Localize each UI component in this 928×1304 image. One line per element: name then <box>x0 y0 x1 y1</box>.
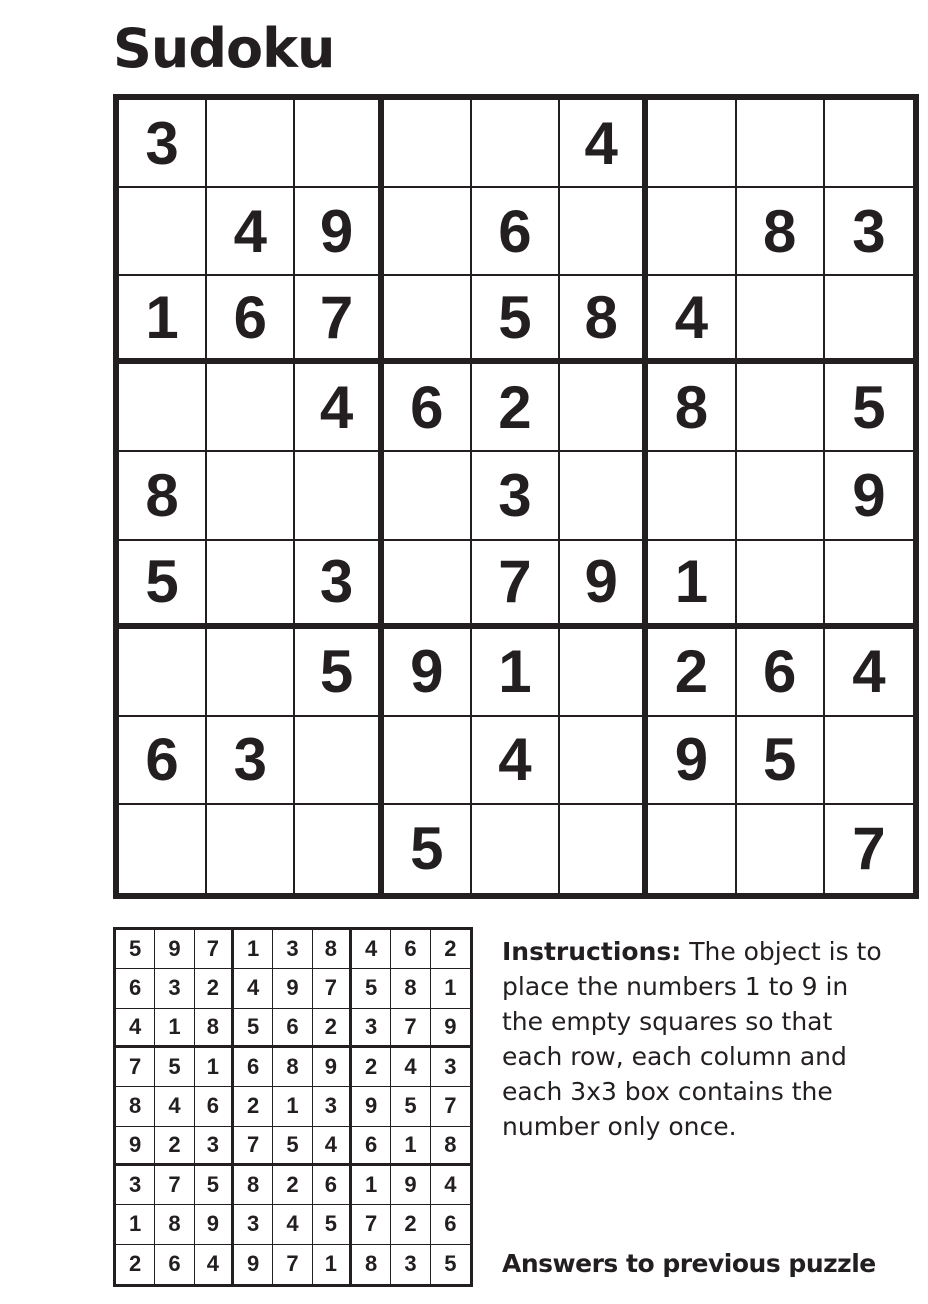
instructions-text <box>502 934 892 1144</box>
puzzle-cell[interactable] <box>295 100 383 188</box>
puzzle-cell[interactable] <box>472 805 560 893</box>
puzzle-cell: 7 <box>852 815 886 883</box>
answer-cell: 7 <box>391 1009 430 1048</box>
instructions-label: Instructions: <box>502 937 682 966</box>
answer-cell: 1 <box>195 1048 234 1087</box>
puzzle-cell[interactable] <box>384 717 472 805</box>
answer-cell: 8 <box>195 1009 234 1048</box>
previous-answers-grid <box>113 927 473 1287</box>
puzzle-cell[interactable] <box>825 276 913 364</box>
answer-cell: 6 <box>352 1127 391 1166</box>
puzzle-cell: 5 <box>472 276 560 364</box>
answer-cell: 3 <box>195 1127 234 1166</box>
puzzle-cell: 6 <box>737 629 825 717</box>
answer-cell: 8 <box>116 1087 155 1126</box>
puzzle-cell: 3 <box>207 717 295 805</box>
puzzle-cell[interactable] <box>560 452 648 540</box>
puzzle-cell: 7 <box>472 541 560 629</box>
puzzle-cell: 2 <box>472 364 560 452</box>
answer-cell: 3 <box>234 1205 273 1244</box>
puzzle-cell: 9 <box>384 629 472 717</box>
answer-cell: 4 <box>431 1166 470 1205</box>
answer-cell: 9 <box>431 1009 470 1048</box>
answer-cell: 4 <box>155 1087 194 1126</box>
puzzle-cell: 6 <box>384 364 472 452</box>
answer-cell: 2 <box>234 1087 273 1126</box>
puzzle-cell: 2 <box>648 629 736 717</box>
answer-cell: 1 <box>352 1166 391 1205</box>
puzzle-cell[interactable] <box>648 100 736 188</box>
answer-cell: 5 <box>313 1205 352 1244</box>
puzzle-cell: 5 <box>384 805 472 893</box>
answer-cell: 2 <box>352 1048 391 1087</box>
answer-cell: 7 <box>234 1127 273 1166</box>
puzzle-cell: 5 <box>825 364 913 452</box>
answer-cell: 9 <box>391 1166 430 1205</box>
puzzle-cell: 5 <box>737 717 825 805</box>
answer-cell: 8 <box>155 1205 194 1244</box>
answer-cell: 5 <box>234 1009 273 1048</box>
answer-cell: 8 <box>273 1048 312 1087</box>
puzzle-cell: 9 <box>560 541 648 629</box>
puzzle-cell[interactable] <box>207 805 295 893</box>
puzzle-cell: 1 <box>472 629 560 717</box>
puzzle-cell: 3 <box>295 541 383 629</box>
puzzle-cell: 3 <box>825 188 913 276</box>
answer-cell: 4 <box>352 930 391 969</box>
answer-cell: 2 <box>195 969 234 1008</box>
puzzle-cell[interactable] <box>737 276 825 364</box>
answer-cell: 5 <box>116 930 155 969</box>
answer-cell: 6 <box>195 1087 234 1126</box>
puzzle-cell[interactable] <box>825 717 913 805</box>
answer-cell: 4 <box>234 969 273 1008</box>
answer-cell: 4 <box>273 1205 312 1244</box>
puzzle-cell[interactable] <box>207 452 295 540</box>
answer-cell: 7 <box>116 1048 155 1087</box>
answer-cell: 6 <box>155 1245 194 1284</box>
puzzle-cell[interactable] <box>384 188 472 276</box>
answer-cell: 8 <box>352 1245 391 1284</box>
puzzle-cell: 4 <box>207 188 295 276</box>
puzzle-cell[interactable] <box>384 541 472 629</box>
puzzle-cell[interactable] <box>737 805 825 893</box>
answer-cell: 2 <box>391 1205 430 1244</box>
puzzle-cell[interactable] <box>119 188 207 276</box>
answer-cell: 5 <box>195 1166 234 1205</box>
puzzle-cell: 1 <box>119 276 207 364</box>
answer-cell: 1 <box>273 1087 312 1126</box>
answer-cell: 7 <box>273 1245 312 1284</box>
puzzle-cell[interactable] <box>295 717 383 805</box>
puzzle-cell: 4 <box>825 629 913 717</box>
puzzle-cell[interactable] <box>384 452 472 540</box>
answer-cell: 9 <box>116 1127 155 1166</box>
sudoku-puzzle-grid <box>113 94 919 899</box>
puzzle-cell[interactable] <box>384 100 472 188</box>
puzzle-cell[interactable] <box>737 364 825 452</box>
answer-cell: 9 <box>273 969 312 1008</box>
answer-cell: 8 <box>431 1127 470 1166</box>
answer-cell: 3 <box>431 1048 470 1087</box>
puzzle-cell[interactable] <box>560 364 648 452</box>
puzzle-cell: 8 <box>648 364 736 452</box>
puzzle-cell[interactable] <box>737 452 825 540</box>
puzzle-cell: 5 <box>295 629 383 717</box>
puzzle-cell[interactable] <box>119 629 207 717</box>
answer-cell: 4 <box>195 1245 234 1284</box>
answer-cell: 7 <box>313 969 352 1008</box>
answer-cell: 1 <box>313 1245 352 1284</box>
answer-cell: 2 <box>431 930 470 969</box>
puzzle-cell: 9 <box>295 188 383 276</box>
puzzle-cell[interactable] <box>560 805 648 893</box>
answer-cell: 5 <box>352 969 391 1008</box>
puzzle-cell[interactable] <box>560 629 648 717</box>
answer-cell: 8 <box>391 969 430 1008</box>
puzzle-cell: 4 <box>560 100 648 188</box>
puzzle-cell: 1 <box>648 541 736 629</box>
answer-cell: 1 <box>431 969 470 1008</box>
answer-cell: 3 <box>352 1009 391 1048</box>
answer-cell: 7 <box>352 1205 391 1244</box>
answer-cell: 1 <box>234 930 273 969</box>
puzzle-cell: 9 <box>825 452 913 540</box>
answer-cell: 1 <box>116 1205 155 1244</box>
answer-cell: 8 <box>234 1166 273 1205</box>
puzzle-cell[interactable] <box>472 100 560 188</box>
puzzle-cell: 9 <box>648 717 736 805</box>
answer-cell: 2 <box>273 1166 312 1205</box>
answer-cell: 2 <box>116 1245 155 1284</box>
puzzle-cell: 6 <box>207 276 295 364</box>
puzzle-cell[interactable] <box>207 541 295 629</box>
answer-cell: 5 <box>391 1087 430 1126</box>
answer-cell: 4 <box>116 1009 155 1048</box>
answer-cell: 3 <box>391 1245 430 1284</box>
puzzle-cell: 4 <box>648 276 736 364</box>
answer-cell: 9 <box>195 1205 234 1244</box>
answer-cell: 8 <box>313 930 352 969</box>
puzzle-cell: 6 <box>472 188 560 276</box>
puzzle-cell[interactable] <box>648 805 736 893</box>
puzzle-cell[interactable] <box>207 100 295 188</box>
puzzle-cell[interactable] <box>737 100 825 188</box>
puzzle-cell: 4 <box>472 717 560 805</box>
puzzle-cell: 8 <box>560 276 648 364</box>
puzzle-cell[interactable] <box>295 452 383 540</box>
answer-cell: 4 <box>313 1127 352 1166</box>
puzzle-cell[interactable] <box>825 100 913 188</box>
answers-caption: Answers to previous puzzle <box>502 1249 876 1278</box>
answer-cell: 3 <box>273 930 312 969</box>
answer-cell: 6 <box>273 1009 312 1048</box>
puzzle-cell[interactable] <box>648 188 736 276</box>
puzzle-cell: 6 <box>119 717 207 805</box>
puzzle-cell: 8 <box>119 452 207 540</box>
page-title: Sudoku <box>113 17 335 80</box>
puzzle-cell: 4 <box>295 364 383 452</box>
puzzle-cell: 3 <box>119 100 207 188</box>
puzzle-cell: 8 <box>737 188 825 276</box>
puzzle-cell: 5 <box>119 541 207 629</box>
instructions-body: The object is to place the numbers 1 to 9 in the empty squares so that each row, each column and each 3x3 box contains the number only once. <box>502 937 882 1141</box>
answer-cell: 2 <box>313 1009 352 1048</box>
puzzle-cell[interactable] <box>295 805 383 893</box>
answer-cell: 6 <box>431 1205 470 1244</box>
puzzle-cell[interactable] <box>207 629 295 717</box>
puzzle-cell[interactable] <box>825 541 913 629</box>
answer-cell: 3 <box>116 1166 155 1205</box>
answer-cell: 3 <box>313 1087 352 1126</box>
puzzle-cell: 3 <box>472 452 560 540</box>
answer-cell: 7 <box>195 930 234 969</box>
answer-cell: 5 <box>273 1127 312 1166</box>
answer-cell: 4 <box>391 1048 430 1087</box>
puzzle-cell[interactable] <box>560 188 648 276</box>
puzzle-cell[interactable] <box>648 452 736 540</box>
puzzle-cell[interactable] <box>119 805 207 893</box>
answer-cell: 7 <box>155 1166 194 1205</box>
answer-cell: 1 <box>391 1127 430 1166</box>
answer-cell: 9 <box>352 1087 391 1126</box>
answer-cell: 9 <box>234 1245 273 1284</box>
puzzle-cell[interactable] <box>737 541 825 629</box>
answer-cell: 9 <box>155 930 194 969</box>
puzzle-cell[interactable] <box>207 364 295 452</box>
puzzle-cell[interactable] <box>560 717 648 805</box>
answer-cell: 6 <box>391 930 430 969</box>
answer-cell: 6 <box>234 1048 273 1087</box>
puzzle-cell[interactable] <box>119 364 207 452</box>
answer-cell: 6 <box>313 1166 352 1205</box>
answer-cell: 9 <box>313 1048 352 1087</box>
answer-cell: 6 <box>116 969 155 1008</box>
puzzle-cell[interactable] <box>384 276 472 364</box>
answer-cell: 2 <box>155 1127 194 1166</box>
answer-cell: 3 <box>155 969 194 1008</box>
puzzle-cell: 7 <box>295 276 383 364</box>
answer-cell: 5 <box>155 1048 194 1087</box>
answer-cell: 7 <box>431 1087 470 1126</box>
answer-cell: 5 <box>444 1251 457 1277</box>
answer-cell: 1 <box>155 1009 194 1048</box>
